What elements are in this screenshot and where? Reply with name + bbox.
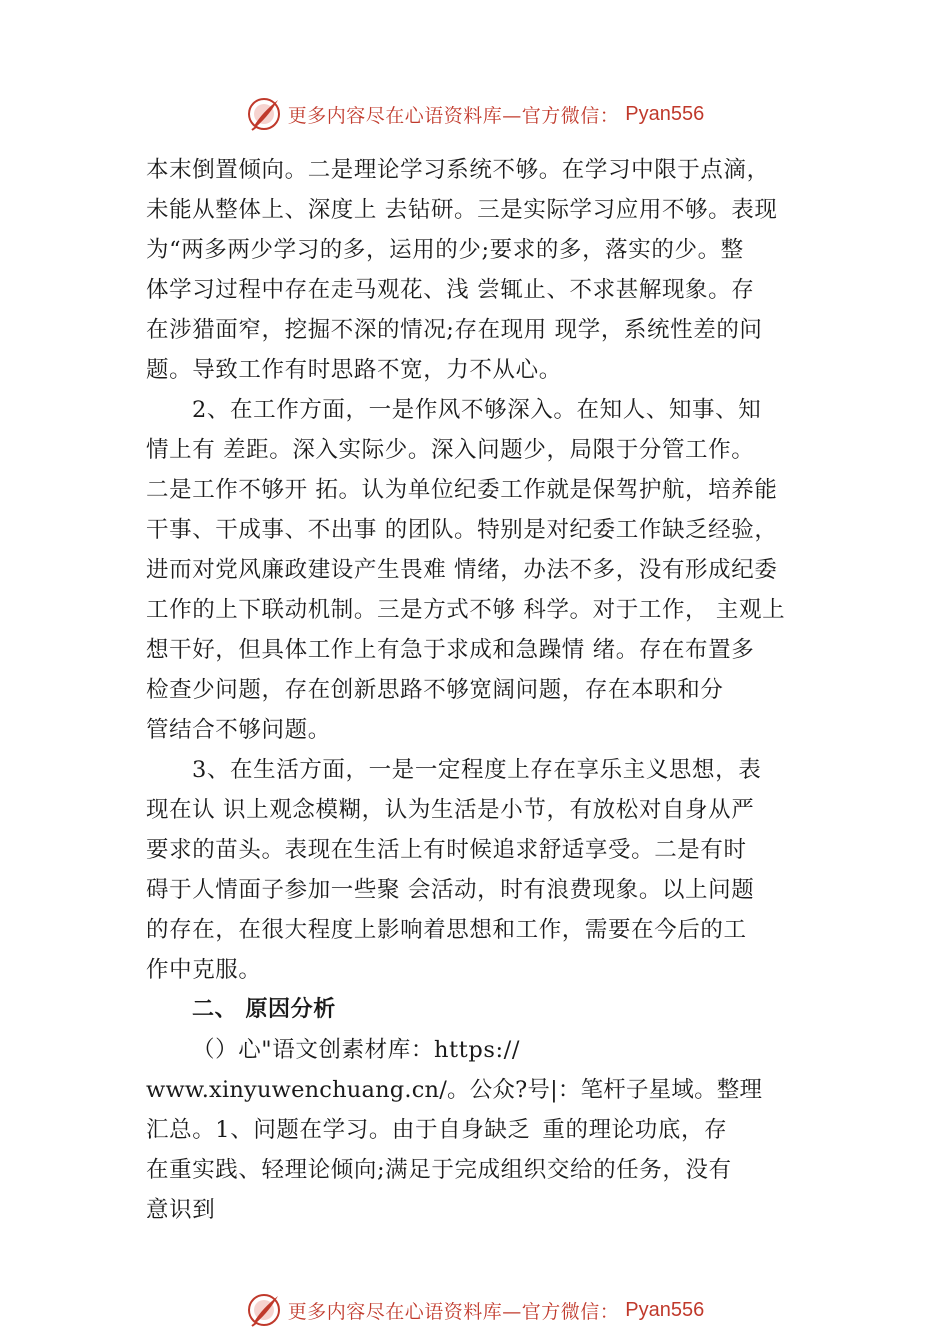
text-line: 作中克服。 [146,957,262,983]
text-line: 碍于人情面子参加一些聚 会活动，时有浪费现象。以上问题 [146,877,755,903]
text-line: 进而对党风廉政建设产生畏难 情绪，办法不多，没有形成纪委 [146,557,778,583]
text-line: 管结合不够问题。 [146,717,331,743]
footer-banner [0,1290,950,1330]
quill-logo-icon [246,1292,282,1328]
text-line: 题。导致工作有时思路不宽，力不从心。 [146,357,562,383]
text-line: www.xinyuwenchuang.cn/。公众?号|：笔杆子星域。整理 [146,1077,763,1103]
quill-logo-icon [246,96,282,132]
text-line: 干事、干成事、不出事 的团队。特别是对纪委工作缺乏经验， [146,517,778,543]
text-line: 在重实践、轻理论倾向;满足于完成组织交给的任务，没有 [146,1157,732,1183]
text-line: 检查少问题，存在创新思路不够宽阔问题，存在本职和分 [146,677,724,703]
document-body [146,150,826,1230]
text-line: 意识到 [146,1197,216,1223]
text-line: 二是工作不够开 拓。认为单位纪委工作就是保驾护航，培养能 [146,477,778,503]
text-line: 为“两多两少学习的多，运用的少;要求的多，落实的少。整 [146,237,744,263]
text-line: 要求的苗头。表现在生活上有时候追求舒适享受。二是有时 [146,837,747,863]
text-line: 体学习过程中存在走马观花、浅 尝辄止、不求甚解现象。存 [146,277,755,303]
banner-wechat-id: Pyan556 [625,102,705,125]
text-line: 情上有 差距。深入实际少。深入问题少，局限于分管工作。 [146,437,755,463]
banner-text: 更多内容尽在心语资料库—官方微信： [287,104,620,127]
text-line: 本末倒置倾向。二是理论学习系统不够。在学习中限于点滴， [146,157,770,183]
banner-wechat-id: Pyan556 [625,1298,705,1321]
banner-text: 更多内容尽在心语资料库—官方微信： [287,1300,620,1323]
text-line: 汇总。1、问题在学习。由于自身缺乏 重的理论功底，存 [146,1117,728,1143]
text-line: 工作的上下联动机制。三是方式不够 科学。对于工作， 主观上 [146,597,786,623]
text-line: （）心"语文创素材库：https:// [192,1037,521,1063]
text-line: 2、在工作方面，一是作风不够深入。在知人、知事、知 [192,397,762,423]
header-banner [0,94,950,134]
text-line: 现在认 识上观念模糊，认为生活是小节，有放松对自身从严 [146,797,755,823]
section-heading: 二、 原因分析 [192,997,336,1022]
text-line: 想干好，但具体工作上有急于求成和急躁情 绪。存在布置多 [146,637,755,663]
text-line: 3、在生活方面，一是一定程度上存在享乐主义思想，表 [192,757,762,783]
text-line: 的存在，在很大程度上影响着思想和工作，需要在今后的工 [146,917,747,943]
text-line: 在涉猎面窄，挖掘不深的情况;存在现用 现学，系统性差的问 [146,317,763,343]
text-line: 未能从整体上、深度上 去钻研。三是实际学习应用不够。表现 [146,197,778,223]
